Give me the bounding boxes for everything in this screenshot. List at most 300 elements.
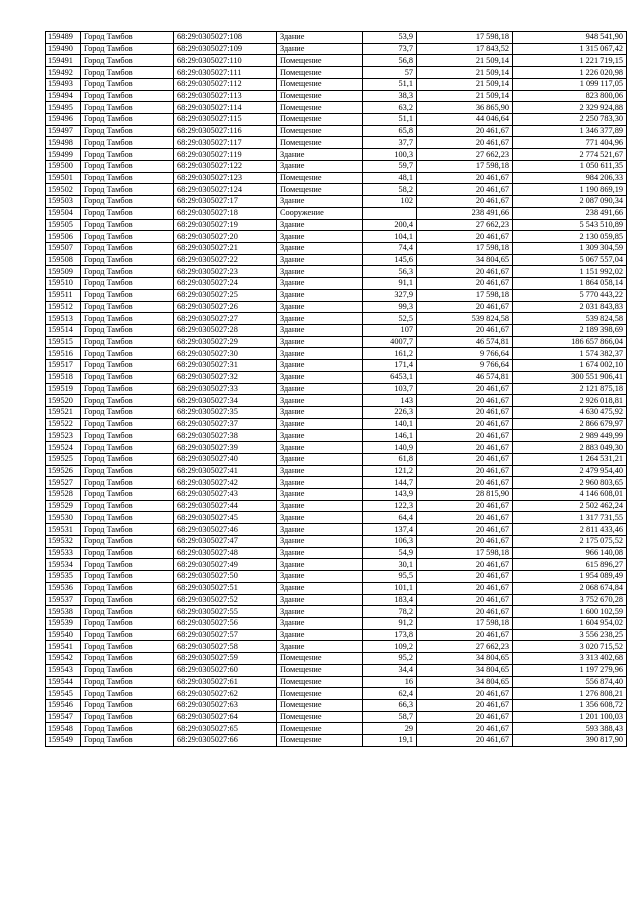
cell-city: Город Тамбов xyxy=(81,137,174,149)
cell-city: Город Тамбов xyxy=(81,653,174,665)
table-row xyxy=(46,723,627,735)
cell-object-type: Помещение xyxy=(277,67,363,79)
cell-cadastral-number: 68:29:0305027:30 xyxy=(174,348,277,360)
cell-object-type: Здание xyxy=(277,535,363,547)
cell-id: 159489 xyxy=(46,32,81,44)
cell-cadastral-number: 68:29:0305027:60 xyxy=(174,664,277,676)
cell-object-type: Помещение xyxy=(277,735,363,747)
cell-specific-value: 17 598,18 xyxy=(417,242,513,254)
cell-specific-value: 17 598,18 xyxy=(417,32,513,44)
cell-specific-value: 20 461,67 xyxy=(417,184,513,196)
cell-cadastral-value: 5 067 557,04 xyxy=(513,254,627,266)
cell-cadastral-number: 68:29:0305027:114 xyxy=(174,102,277,114)
cell-cadastral-value: 238 491,66 xyxy=(513,207,627,219)
table-row xyxy=(46,512,627,524)
cell-id: 159507 xyxy=(46,242,81,254)
cell-city: Город Тамбов xyxy=(81,336,174,348)
cell-specific-value: 34 804,65 xyxy=(417,653,513,665)
cell-cadastral-value: 1 309 304,59 xyxy=(513,242,627,254)
cell-object-type: Здание xyxy=(277,641,363,653)
cell-specific-value: 20 461,67 xyxy=(417,172,513,184)
cell-cadastral-number: 68:29:0305027:115 xyxy=(174,114,277,126)
cell-cadastral-value: 1 356 608,72 xyxy=(513,699,627,711)
cell-cadastral-value: 966 140,08 xyxy=(513,547,627,559)
cell-city: Город Тамбов xyxy=(81,664,174,676)
cell-specific-value: 9 766,64 xyxy=(417,360,513,372)
table-row xyxy=(46,418,627,430)
cell-object-type: Помещение xyxy=(277,55,363,67)
cell-id: 159508 xyxy=(46,254,81,266)
cell-cadastral-value: 771 404,96 xyxy=(513,137,627,149)
cell-object-type: Здание xyxy=(277,477,363,489)
cell-cadastral-number: 68:29:0305027:117 xyxy=(174,137,277,149)
cell-object-type: Здание xyxy=(277,254,363,266)
cell-cadastral-value: 3 020 715,52 xyxy=(513,641,627,653)
cell-id: 159500 xyxy=(46,160,81,172)
cell-cadastral-value: 1 674 002,10 xyxy=(513,360,627,372)
table-row xyxy=(46,231,627,243)
cell-object-type: Здание xyxy=(277,606,363,618)
cell-cadastral-value: 1 864 058,14 xyxy=(513,278,627,290)
cell-cadastral-number: 68:29:0305027:40 xyxy=(174,453,277,465)
cell-city: Город Тамбов xyxy=(81,735,174,747)
cell-object-type: Здание xyxy=(277,266,363,278)
table-row xyxy=(46,196,627,208)
cell-city: Город Тамбов xyxy=(81,125,174,137)
cell-cadastral-value: 2 121 875,18 xyxy=(513,383,627,395)
cell-cadastral-number: 68:29:0305027:59 xyxy=(174,653,277,665)
cell-object-type: Помещение xyxy=(277,137,363,149)
cell-cadastral-value: 1 574 382,37 xyxy=(513,348,627,360)
cell-area: 107 xyxy=(363,324,417,336)
cell-id: 159513 xyxy=(46,313,81,325)
cell-cadastral-number: 68:29:0305027:52 xyxy=(174,594,277,606)
table-row xyxy=(46,617,627,629)
cell-specific-value: 20 461,67 xyxy=(417,395,513,407)
cell-cadastral-number: 68:29:0305027:41 xyxy=(174,465,277,477)
table-row xyxy=(46,324,627,336)
table-row xyxy=(46,442,627,454)
cell-area: 53,9 xyxy=(363,32,417,44)
cell-object-type: Здание xyxy=(277,453,363,465)
cell-specific-value: 17 843,52 xyxy=(417,43,513,55)
cell-area: 34,4 xyxy=(363,664,417,676)
cell-id: 159547 xyxy=(46,711,81,723)
cell-object-type: Здание xyxy=(277,231,363,243)
cell-area: 63,2 xyxy=(363,102,417,114)
cell-object-type: Здание xyxy=(277,242,363,254)
cell-area: 146,1 xyxy=(363,430,417,442)
cell-object-type: Здание xyxy=(277,219,363,231)
table-row xyxy=(46,289,627,301)
cell-specific-value: 28 815,90 xyxy=(417,489,513,501)
cell-area: 173,8 xyxy=(363,629,417,641)
cell-area: 101,1 xyxy=(363,582,417,594)
cell-city: Город Тамбов xyxy=(81,114,174,126)
cell-city: Город Тамбов xyxy=(81,547,174,559)
table-row xyxy=(46,125,627,137)
cell-cadastral-value: 1 221 719,15 xyxy=(513,55,627,67)
cell-cadastral-number: 68:29:0305027:112 xyxy=(174,78,277,90)
table-row xyxy=(46,559,627,571)
cell-id: 159548 xyxy=(46,723,81,735)
cell-object-type: Здание xyxy=(277,313,363,325)
cell-cadastral-number: 68:29:0305027:61 xyxy=(174,676,277,688)
cell-cadastral-value: 2 175 075,52 xyxy=(513,535,627,547)
cell-cadastral-value: 1 954 089,49 xyxy=(513,571,627,583)
table-row xyxy=(46,184,627,196)
table-row xyxy=(46,336,627,348)
table-row xyxy=(46,242,627,254)
table-row xyxy=(46,489,627,501)
cell-id: 159538 xyxy=(46,606,81,618)
table-row xyxy=(46,571,627,583)
cell-id: 159490 xyxy=(46,43,81,55)
cell-specific-value: 20 461,67 xyxy=(417,453,513,465)
cell-specific-value: 46 574,81 xyxy=(417,336,513,348)
cell-area: 51,1 xyxy=(363,78,417,90)
table-row xyxy=(46,477,627,489)
table-row xyxy=(46,664,627,676)
table-row xyxy=(46,699,627,711)
cell-city: Город Тамбов xyxy=(81,512,174,524)
cell-city: Город Тамбов xyxy=(81,254,174,266)
cell-specific-value: 34 804,65 xyxy=(417,254,513,266)
cell-city: Город Тамбов xyxy=(81,160,174,172)
cell-cadastral-value: 615 896,27 xyxy=(513,559,627,571)
cell-area: 143,9 xyxy=(363,489,417,501)
cell-area: 103,7 xyxy=(363,383,417,395)
cell-specific-value: 9 766,64 xyxy=(417,348,513,360)
cell-area: 100,3 xyxy=(363,149,417,161)
cell-specific-value: 17 598,18 xyxy=(417,289,513,301)
cell-cadastral-value: 1 264 531,21 xyxy=(513,453,627,465)
table-row xyxy=(46,55,627,67)
cell-id: 159520 xyxy=(46,395,81,407)
cell-object-type: Здание xyxy=(277,465,363,477)
cell-id: 159546 xyxy=(46,699,81,711)
table-row xyxy=(46,535,627,547)
cell-city: Город Тамбов xyxy=(81,606,174,618)
cell-area: 30,1 xyxy=(363,559,417,571)
cell-cadastral-value: 2 068 674,84 xyxy=(513,582,627,594)
cell-specific-value: 20 461,67 xyxy=(417,571,513,583)
cell-cadastral-number: 68:29:0305027:32 xyxy=(174,371,277,383)
cell-id: 159509 xyxy=(46,266,81,278)
cell-id: 159491 xyxy=(46,55,81,67)
cell-city: Город Тамбов xyxy=(81,477,174,489)
cell-cadastral-number: 68:29:0305027:28 xyxy=(174,324,277,336)
cell-cadastral-value: 1 190 869,19 xyxy=(513,184,627,196)
cell-id: 159539 xyxy=(46,617,81,629)
cell-city: Город Тамбов xyxy=(81,676,174,688)
cell-area: 6453,1 xyxy=(363,371,417,383)
cell-city: Город Тамбов xyxy=(81,324,174,336)
cell-object-type: Здание xyxy=(277,582,363,594)
cell-city: Город Тамбов xyxy=(81,407,174,419)
cell-object-type: Здание xyxy=(277,301,363,313)
table-row xyxy=(46,606,627,618)
cell-id: 159533 xyxy=(46,547,81,559)
cell-city: Город Тамбов xyxy=(81,535,174,547)
cell-cadastral-number: 68:29:0305027:22 xyxy=(174,254,277,266)
cell-cadastral-value: 5 543 510,89 xyxy=(513,219,627,231)
cell-area: 121,2 xyxy=(363,465,417,477)
cell-cadastral-value: 948 541,90 xyxy=(513,32,627,44)
cell-area: 122,3 xyxy=(363,500,417,512)
cell-specific-value: 20 461,67 xyxy=(417,723,513,735)
cell-specific-value: 20 461,67 xyxy=(417,196,513,208)
cell-cadastral-value: 186 657 866,04 xyxy=(513,336,627,348)
cell-id: 159504 xyxy=(46,207,81,219)
cell-id: 159549 xyxy=(46,735,81,747)
cell-city: Город Тамбов xyxy=(81,219,174,231)
cell-id: 159526 xyxy=(46,465,81,477)
cell-object-type: Здание xyxy=(277,160,363,172)
table-row xyxy=(46,395,627,407)
cell-cadastral-value: 2 883 049,30 xyxy=(513,442,627,454)
cell-city: Город Тамбов xyxy=(81,301,174,313)
cell-area: 52,5 xyxy=(363,313,417,325)
cell-id: 159518 xyxy=(46,371,81,383)
cell-city: Город Тамбов xyxy=(81,500,174,512)
cell-id: 159542 xyxy=(46,653,81,665)
cell-city: Город Тамбов xyxy=(81,571,174,583)
cell-city: Город Тамбов xyxy=(81,594,174,606)
cell-cadastral-number: 68:29:0305027:57 xyxy=(174,629,277,641)
cell-cadastral-number: 68:29:0305027:18 xyxy=(174,207,277,219)
cell-id: 159503 xyxy=(46,196,81,208)
cell-specific-value: 17 598,18 xyxy=(417,160,513,172)
cell-area: 78,2 xyxy=(363,606,417,618)
cell-cadastral-value: 984 206,33 xyxy=(513,172,627,184)
cell-cadastral-number: 68:29:0305027:45 xyxy=(174,512,277,524)
cell-id: 159541 xyxy=(46,641,81,653)
table-row xyxy=(46,172,627,184)
cell-area: 16 xyxy=(363,676,417,688)
cell-specific-value: 27 662,23 xyxy=(417,219,513,231)
cell-id: 159525 xyxy=(46,453,81,465)
cell-area: 29 xyxy=(363,723,417,735)
cell-specific-value: 21 509,14 xyxy=(417,90,513,102)
cell-cadastral-number: 68:29:0305027:42 xyxy=(174,477,277,489)
cell-cadastral-number: 68:29:0305027:46 xyxy=(174,524,277,536)
cell-area: 58,2 xyxy=(363,184,417,196)
cell-specific-value: 238 491,66 xyxy=(417,207,513,219)
cell-specific-value: 20 461,67 xyxy=(417,301,513,313)
cell-area: 200,4 xyxy=(363,219,417,231)
cell-specific-value: 20 461,67 xyxy=(417,383,513,395)
cell-cadastral-number: 68:29:0305027:48 xyxy=(174,547,277,559)
table-row xyxy=(46,160,627,172)
cell-specific-value: 34 804,65 xyxy=(417,664,513,676)
table-row xyxy=(46,348,627,360)
cell-city: Город Тамбов xyxy=(81,348,174,360)
cell-cadastral-number: 68:29:0305027:63 xyxy=(174,699,277,711)
cell-cadastral-value: 2 130 059,85 xyxy=(513,231,627,243)
table-row xyxy=(46,676,627,688)
cell-cadastral-number: 68:29:0305027:19 xyxy=(174,219,277,231)
cell-id: 159505 xyxy=(46,219,81,231)
cell-specific-value: 20 461,67 xyxy=(417,594,513,606)
cell-area: 74,4 xyxy=(363,242,417,254)
cell-cadastral-value: 3 752 670,28 xyxy=(513,594,627,606)
cell-cadastral-value: 2 031 843,83 xyxy=(513,301,627,313)
cell-object-type: Помещение xyxy=(277,688,363,700)
cell-city: Город Тамбов xyxy=(81,395,174,407)
cell-id: 159499 xyxy=(46,149,81,161)
cell-specific-value: 20 461,67 xyxy=(417,735,513,747)
cell-specific-value: 44 046,64 xyxy=(417,114,513,126)
cell-object-type: Помещение xyxy=(277,699,363,711)
cell-id: 159512 xyxy=(46,301,81,313)
cell-specific-value: 20 461,67 xyxy=(417,442,513,454)
cell-city: Город Тамбов xyxy=(81,629,174,641)
cell-specific-value: 20 461,67 xyxy=(417,606,513,618)
table-row xyxy=(46,78,627,90)
cell-cadastral-number: 68:29:0305027:33 xyxy=(174,383,277,395)
cell-object-type: Здание xyxy=(277,629,363,641)
cell-area: 48,1 xyxy=(363,172,417,184)
cell-object-type: Помещение xyxy=(277,664,363,676)
cell-id: 159524 xyxy=(46,442,81,454)
cell-cadastral-number: 68:29:0305027:26 xyxy=(174,301,277,313)
cell-cadastral-number: 68:29:0305027:65 xyxy=(174,723,277,735)
table-row xyxy=(46,219,627,231)
cell-city: Город Тамбов xyxy=(81,489,174,501)
cell-cadastral-value: 1 276 808,21 xyxy=(513,688,627,700)
cell-cadastral-number: 68:29:0305027:43 xyxy=(174,489,277,501)
cell-cadastral-value: 1 151 992,02 xyxy=(513,266,627,278)
cell-area: 51,1 xyxy=(363,114,417,126)
cell-id: 159545 xyxy=(46,688,81,700)
table-row xyxy=(46,313,627,325)
cell-cadastral-value: 390 817,90 xyxy=(513,735,627,747)
cell-city: Город Тамбов xyxy=(81,617,174,629)
cell-cadastral-number: 68:29:0305027:108 xyxy=(174,32,277,44)
cell-cadastral-number: 68:29:0305027:56 xyxy=(174,617,277,629)
cell-cadastral-value: 1 226 020,98 xyxy=(513,67,627,79)
cell-id: 159498 xyxy=(46,137,81,149)
cell-area: 56,8 xyxy=(363,55,417,67)
cell-area xyxy=(363,207,417,219)
cell-city: Город Тамбов xyxy=(81,582,174,594)
cell-area: 38,3 xyxy=(363,90,417,102)
cell-cadastral-number: 68:29:0305027:17 xyxy=(174,196,277,208)
cell-cadastral-value: 2 774 521,67 xyxy=(513,149,627,161)
cell-specific-value: 20 461,67 xyxy=(417,465,513,477)
cell-specific-value: 36 865,90 xyxy=(417,102,513,114)
cell-specific-value: 27 662,23 xyxy=(417,149,513,161)
cell-cadastral-value: 2 960 803,65 xyxy=(513,477,627,489)
cell-city: Город Тамбов xyxy=(81,78,174,90)
cell-object-type: Здание xyxy=(277,500,363,512)
cell-city: Город Тамбов xyxy=(81,55,174,67)
cell-cadastral-value: 2 502 462,24 xyxy=(513,500,627,512)
cell-cadastral-number: 68:29:0305027:110 xyxy=(174,55,277,67)
cell-specific-value: 20 461,67 xyxy=(417,231,513,243)
cell-object-type: Помещение xyxy=(277,653,363,665)
cell-cadastral-value: 556 874,40 xyxy=(513,676,627,688)
table-row xyxy=(46,629,627,641)
cell-id: 159495 xyxy=(46,102,81,114)
cell-cadastral-number: 68:29:0305027:31 xyxy=(174,360,277,372)
cell-cadastral-number: 68:29:0305027:37 xyxy=(174,418,277,430)
cell-city: Город Тамбов xyxy=(81,242,174,254)
cell-specific-value: 20 461,67 xyxy=(417,418,513,430)
table-row xyxy=(46,67,627,79)
cell-cadastral-number: 68:29:0305027:113 xyxy=(174,90,277,102)
cell-object-type: Помещение xyxy=(277,78,363,90)
cell-area: 66,3 xyxy=(363,699,417,711)
cell-cadastral-number: 68:29:0305027:34 xyxy=(174,395,277,407)
cell-city: Город Тамбов xyxy=(81,371,174,383)
cell-specific-value: 20 461,67 xyxy=(417,524,513,536)
table-row xyxy=(46,594,627,606)
cell-city: Город Тамбов xyxy=(81,465,174,477)
cell-cadastral-value: 539 824,58 xyxy=(513,313,627,325)
cell-cadastral-number: 68:29:0305027:119 xyxy=(174,149,277,161)
cell-cadastral-number: 68:29:0305027:58 xyxy=(174,641,277,653)
cell-cadastral-number: 68:29:0305027:29 xyxy=(174,336,277,348)
cell-object-type: Здание xyxy=(277,418,363,430)
cell-object-type: Сооружение xyxy=(277,207,363,219)
cell-city: Город Тамбов xyxy=(81,313,174,325)
cell-specific-value: 20 461,67 xyxy=(417,711,513,723)
cell-object-type: Помещение xyxy=(277,184,363,196)
table-row xyxy=(46,547,627,559)
cell-cadastral-number: 68:29:0305027:123 xyxy=(174,172,277,184)
cell-object-type: Помещение xyxy=(277,102,363,114)
cell-object-type: Здание xyxy=(277,594,363,606)
cell-cadastral-number: 68:29:0305027:25 xyxy=(174,289,277,301)
cell-area: 106,3 xyxy=(363,535,417,547)
cell-cadastral-value: 1 201 100,03 xyxy=(513,711,627,723)
cell-city: Город Тамбов xyxy=(81,442,174,454)
cell-specific-value: 20 461,67 xyxy=(417,477,513,489)
cell-cadastral-value: 1 197 279,96 xyxy=(513,664,627,676)
cell-specific-value: 20 461,67 xyxy=(417,125,513,137)
cell-area: 145,6 xyxy=(363,254,417,266)
cell-city: Город Тамбов xyxy=(81,278,174,290)
cell-id: 159511 xyxy=(46,289,81,301)
cell-cadastral-value: 2 189 398,69 xyxy=(513,324,627,336)
cell-cadastral-value: 2 087 090,34 xyxy=(513,196,627,208)
cell-area: 64,4 xyxy=(363,512,417,524)
cell-city: Город Тамбов xyxy=(81,196,174,208)
cell-object-type: Помещение xyxy=(277,676,363,688)
cell-cadastral-value: 1 315 067,42 xyxy=(513,43,627,55)
cell-city: Город Тамбов xyxy=(81,231,174,243)
cell-cadastral-number: 68:29:0305027:20 xyxy=(174,231,277,243)
cell-city: Город Тамбов xyxy=(81,149,174,161)
cell-cadastral-value: 1 604 954,02 xyxy=(513,617,627,629)
table-row xyxy=(46,266,627,278)
cell-cadastral-number: 68:29:0305027:64 xyxy=(174,711,277,723)
cell-area: 91,2 xyxy=(363,617,417,629)
cell-object-type: Здание xyxy=(277,407,363,419)
table-row xyxy=(46,653,627,665)
cell-object-type: Здание xyxy=(277,559,363,571)
cell-cadastral-number: 68:29:0305027:55 xyxy=(174,606,277,618)
cell-id: 159521 xyxy=(46,407,81,419)
cell-area: 19,1 xyxy=(363,735,417,747)
table-row xyxy=(46,90,627,102)
cell-object-type: Здание xyxy=(277,32,363,44)
cell-specific-value: 21 509,14 xyxy=(417,55,513,67)
cell-area: 140,9 xyxy=(363,442,417,454)
cell-id: 159536 xyxy=(46,582,81,594)
